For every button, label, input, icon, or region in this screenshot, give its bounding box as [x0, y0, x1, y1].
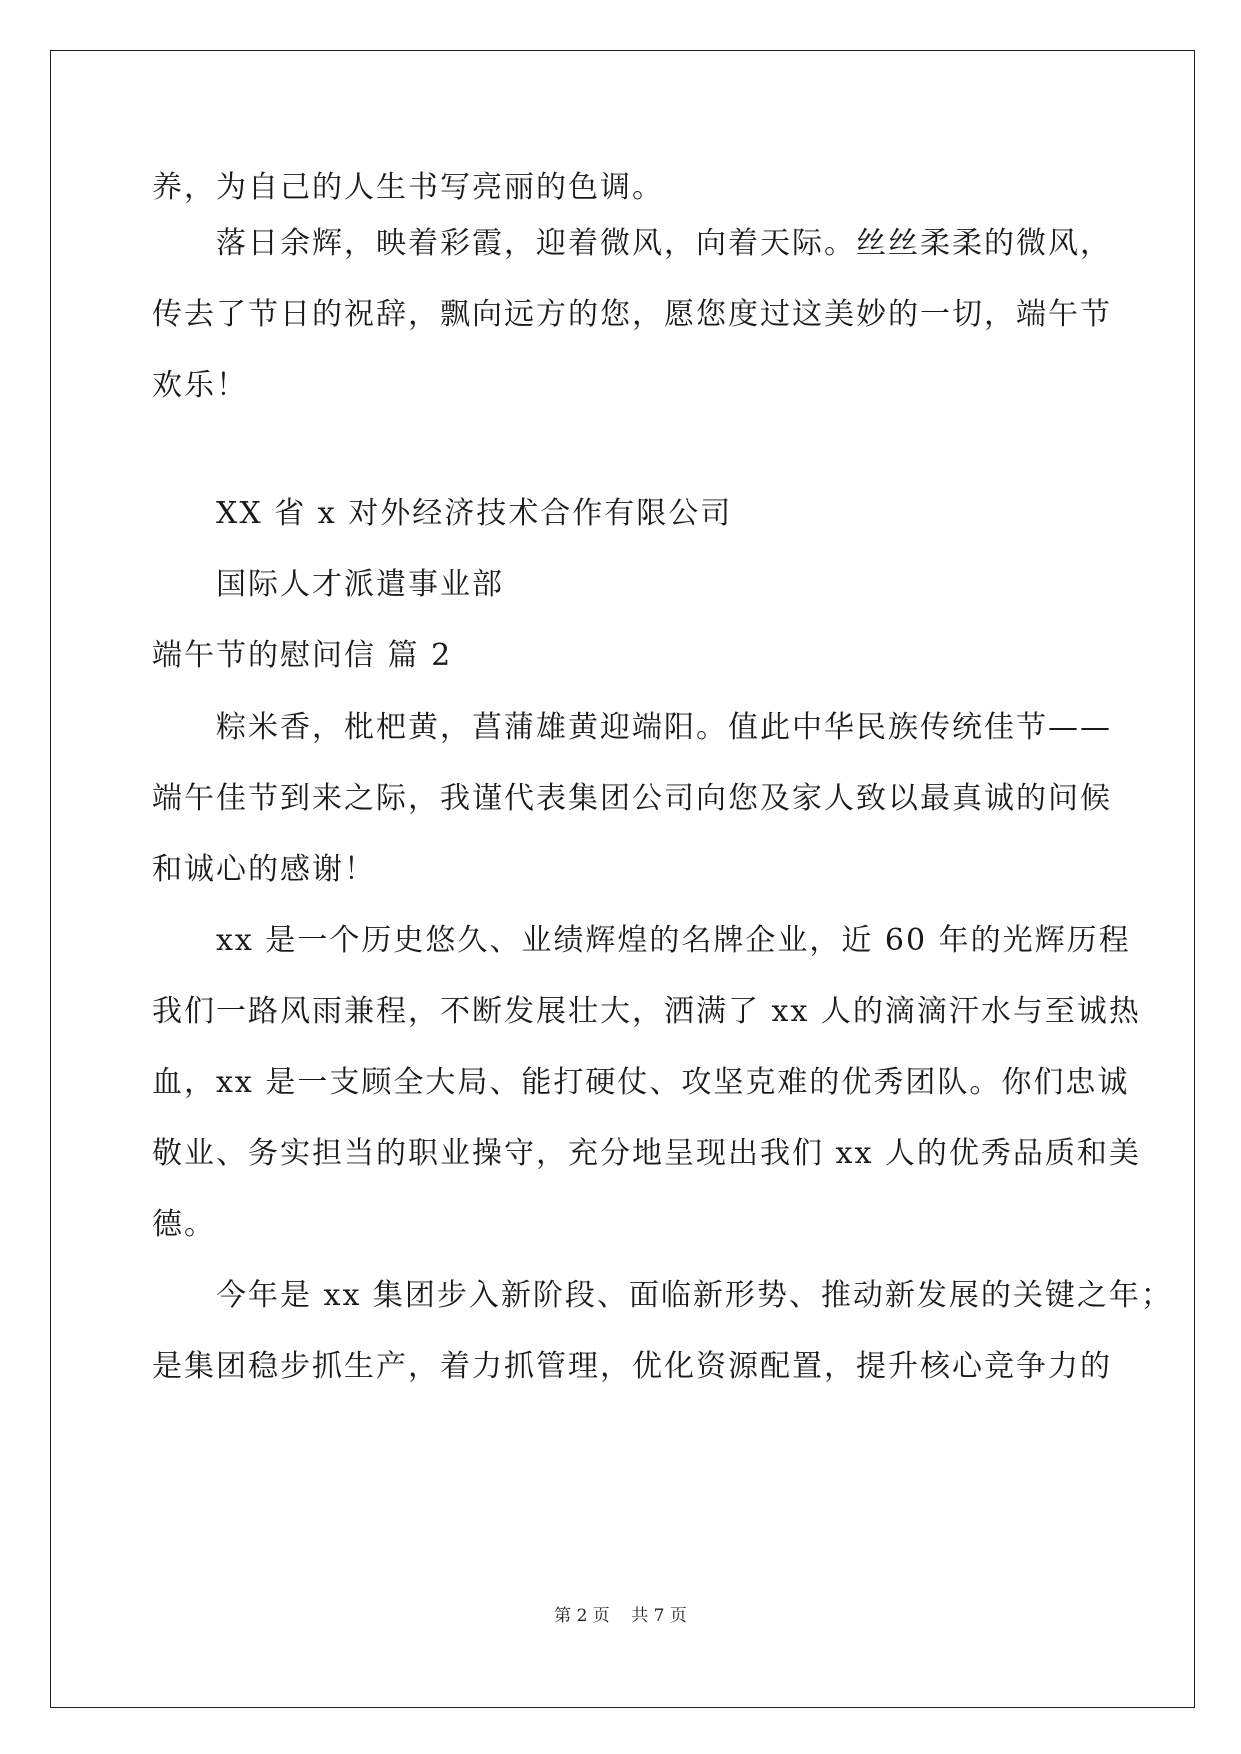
text-line: 今年是 xx 集团步入新阶段、面临新形势、推动新发展的关键之年；	[216, 1278, 1173, 1313]
page-footer	[0, 1606, 1241, 1626]
text-line: 敬业、务实担当的职业操守，充分地呈现出我们 xx 人的优秀品质和美	[152, 1136, 1141, 1171]
text-line: 是集团稳步抓生产，着力抓管理，优化资源配置，提升核心竞争力的	[152, 1349, 1112, 1384]
text-line: 血，xx 是一支顾全大局、能打硬仗、攻坚克难的优秀团队。你们忠诚	[152, 1065, 1130, 1100]
text-line: 传去了节日的祝辞，飘向远方的您，愿您度过这美妙的一切，端午节	[152, 297, 1112, 332]
text-line: 和诚心的感谢！	[152, 852, 376, 887]
company-name: XX 省 x 对外经济技术合作有限公司	[216, 496, 733, 531]
text-line: 欢乐！	[152, 368, 248, 403]
text-line: 养，为自己的人生书写亮丽的色调。	[152, 170, 664, 205]
text-line: 端午佳节到来之际，我谨代表集团公司向您及家人致以最真诚的问候	[152, 781, 1112, 816]
page-number-current: 第 2 页	[554, 1606, 610, 1626]
department-name: 国际人才派遣事业部	[216, 567, 504, 602]
section-heading: 端午节的慰问信 篇 2	[152, 638, 453, 673]
text-line: 落日余辉，映着彩霞，迎着微风，向着天际。丝丝柔柔的微风，	[216, 226, 1112, 261]
page-number-total: 共 7 页	[631, 1606, 687, 1626]
text-line: 我们一路风雨兼程，不断发展壮大，洒满了 xx 人的滴滴汗水与至诚热	[152, 994, 1141, 1029]
text-line: 粽米香，枇杷黄，菖蒲雄黄迎端阳。值此中华民族传统佳节——	[216, 710, 1112, 745]
text-line: 德。	[152, 1207, 216, 1242]
text-line: xx 是一个历史悠久、业绩辉煌的名牌企业，近 60 年的光辉历程	[216, 923, 1131, 958]
